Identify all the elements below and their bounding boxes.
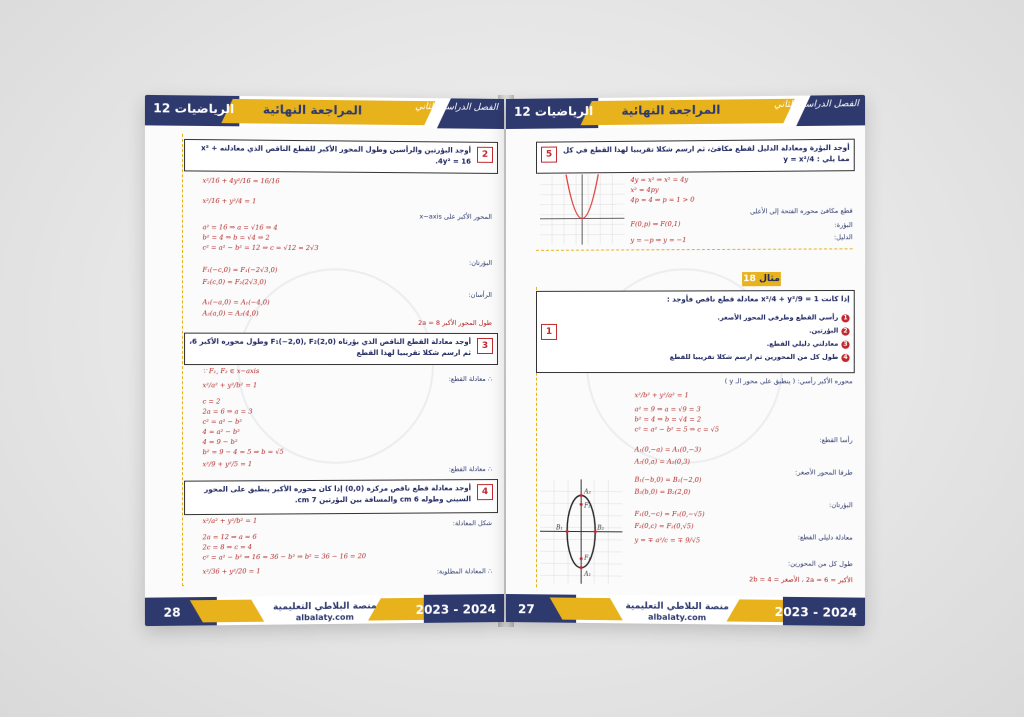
solution-line: x²/16 + 4y²/16 = 16/16 [202, 176, 280, 186]
solution-line: y = −p ⇒ y = −1 [630, 236, 687, 245]
solution-label: محوره الأكبر رأسي: ( ينطبق على محور الـ y ) [724, 377, 853, 386]
solution-line: c² = a² − b² ⇒ 16 = 36 − b² ⇒ b² = 36 − 16 = 20 [202, 552, 366, 562]
vertex-label: A₂ [584, 488, 591, 496]
solution-line: 4 = a² − b² [202, 427, 240, 436]
page-title: المراجعة النهائية [621, 102, 721, 118]
solution-line: b² = 4 ⇒ b = √4 = 2 [634, 415, 702, 424]
solution-line: c = 2 [202, 397, 221, 406]
solution-label: البؤرتان: [829, 500, 853, 510]
solution-label: البؤرتان: [468, 258, 493, 267]
solution-line: F₁(−c,0) = F₁(−2√3,0) [202, 265, 278, 275]
page-number: 28 [163, 605, 181, 620]
page-footer [145, 594, 504, 626]
solution-label: معادلة دليلي القطع: [797, 533, 853, 542]
focus-label: F₂ [584, 502, 591, 510]
solution-line: F₂(c,0) = F₂(2√3,0) [202, 277, 267, 287]
solution-label: ∴ معادلة القطع: [448, 375, 493, 384]
subject-title: الرياضيات 12 [153, 101, 235, 117]
solution-line: A₂(0,a) = A₂(0,3) [634, 457, 690, 466]
site-url: albalaty.com [648, 612, 707, 623]
solution-line: 2a = 6 ⇒ a = 3 [202, 407, 253, 416]
solution-label: المحور الأكبر على x−axis [419, 212, 493, 221]
semester-logo: الفصل الدراسي الثاني [415, 101, 499, 113]
semester-logo: الفصل الدراسي الثاني [774, 99, 859, 111]
school-year: 2023 - 2024 [774, 604, 857, 620]
question-box-3 [184, 333, 498, 365]
solution-line: B₁(−b,0) = B₁(−2,0) [634, 475, 702, 485]
question-number: 2 [477, 147, 493, 163]
example-number: 1 [541, 324, 557, 340]
solution-line: F₂(0,c) = F₂(0,√5) [634, 521, 694, 531]
solution-line: 4 = 9 − b² [202, 437, 238, 447]
question-box-5 [536, 139, 855, 174]
covertex-label: B₁ [556, 524, 563, 532]
question-number: 5 [541, 147, 557, 163]
solution-line: A₁(−a,0) = A₁(−4,0) [202, 298, 270, 307]
example-text: إذا كانت x²/4 + y²/9 = 1 معادلة قطع ناقص فأوجد : [666, 295, 850, 304]
platform-name: منصة البلاطي التعليمية [272, 601, 377, 613]
solution-line: x²/9 + y²/5 = 1 [202, 460, 253, 469]
solution-line: b² = 4 ⇒ b = √4 ⇒ 2 [202, 233, 270, 242]
solution-line: B₂(b,0) = B₂(2,0) [634, 487, 691, 497]
site-url: albalaty.com [295, 612, 354, 623]
question-text: أوجد معادلة قطع ناقص مركزه (0,0) إذا كان محوره الأكبر ينطبق على المحور السيني وطوله 6 cm والمسافة بين البؤرتين 7 cm. [204, 484, 471, 505]
solution-label: الأكبر = 2a = 6 ، الأصغر = 2b = 4 [749, 575, 853, 585]
solution-line: F₁(0,−c) = F₁(0,−√5) [634, 509, 705, 519]
solution-line: y = ∓ a²/c = ∓ 9/√5 [634, 535, 701, 545]
solution-line: 4p = 4 ⇒ p = 1 > 0 [630, 195, 695, 205]
watermark-logo [237, 268, 434, 464]
platform-name: منصة البلاطي التعليمية [625, 601, 729, 613]
solution-line: a² = 16 ⇒ a = √16 ⇒ 4 [202, 223, 278, 232]
left-page [145, 95, 504, 626]
page-header [145, 95, 504, 129]
task-item: 4طول كل من المحورين ثم ارسم شكلا تقريبيا للقطع [669, 352, 848, 362]
solution-label: ∴ معادلة القطع: [448, 465, 493, 474]
page-number: 27 [517, 602, 535, 617]
page-footer [506, 594, 865, 626]
solution-line: x²/16 + y²/4 = 1 [202, 196, 257, 206]
solution-line: 4y = x² ⇒ x² = 4y [630, 175, 689, 185]
solution-line: ∵ F₁, F₂ ∈ x−axis [202, 367, 260, 376]
right-page [506, 95, 865, 626]
solution-line: x²/a² + y²/b² = 1 [202, 516, 258, 526]
solution-line: A₂(a,0) = A₂(4,0) [202, 309, 259, 318]
solution-label: ∴ المعادلة المطلوبة: [436, 567, 493, 576]
task-item: 3معادلتي دليلي القطع. [766, 339, 848, 348]
solution-line: x² = 4py [630, 185, 659, 195]
solution-line: 2c = 8 ⇒ c = 4 [202, 542, 253, 552]
solution-label: قطع مكافئ محوره الفتحة إلى الأعلى [749, 206, 853, 216]
question-number: 3 [477, 338, 493, 354]
question-text: أوجد معادلة القطع الناقص الذي بؤرتاه F₁(−2,0), F₂(2,0) وطول محوره الأكبر 6، ثم ارسم شكلا تقريبيا لهذا القطع [189, 337, 471, 357]
solution-label: رأسا القطع: [819, 436, 853, 445]
covertex-label: B₂ [597, 524, 605, 532]
solution-line: F(0,p) ⇒ F(0,1) [630, 219, 681, 229]
solution-line: A₁(0,−a) = A₁(0,−3) [634, 445, 702, 454]
solution-label: طرفا المحور الأصغر: [795, 468, 853, 477]
school-year: 2023 - 2024 [415, 602, 497, 617]
solution-line: x²/a² + y²/b² = 1 [202, 381, 258, 390]
page-title: المراجعة النهائية [262, 102, 363, 118]
solution-line: c² = a² − b² = 12 ⇒ c = √12 = 2√3 [202, 243, 319, 253]
question-text: أوجد البؤرة ومعادلة الدليل لقطع مكافئ، ثم ارسم شكلا تقريبيا لهذا القطع في كل مما يلي : y = x²/4 [563, 143, 850, 164]
solution-label: الرأسان: [468, 290, 493, 299]
solution-label: الدليل: [833, 233, 853, 242]
solution-line: 2a = 12 ⇒ a = 6 [202, 532, 257, 542]
solution-label: طول كل من المحورين: [787, 559, 853, 569]
example-box-1 [536, 290, 855, 373]
question-box-2 [184, 139, 498, 174]
task-item: 1رأسي القطع وطرفي المحور الأصغر. [717, 313, 848, 322]
question-number: 4 [477, 484, 493, 500]
focus-label: F₁ [584, 554, 591, 562]
example-badge: مثال 18 [742, 272, 781, 286]
question-box-4 [184, 479, 498, 515]
ellipse-graph [540, 479, 622, 584]
solution-line: c² = a² − b² = 5 ⇒ c = √5 [634, 425, 720, 434]
solution-label: شكل المعادلة: [452, 519, 493, 528]
solution-label: طول المحور الأكبر 8 = 2a [418, 318, 493, 327]
page-header [506, 95, 865, 129]
solution-line: x²/36 + y²/20 = 1 [202, 567, 261, 576]
parabola-graph [540, 174, 624, 245]
task-item: 2البؤرتين. [808, 326, 848, 335]
solution-line: x²/b² + y²/a² = 1 [634, 391, 689, 400]
vertex-label: A₁ [584, 570, 591, 578]
solution-line: a² = 9 ⇒ a = √9 = 3 [634, 405, 701, 414]
solution-line: b² = 9 − 4 = 5 ⇒ b = √5 [202, 447, 284, 457]
question-text: أوجد البؤرتين والرأسين وطول المحور الأكبر للقطع الناقص الذي معادلته x² + 4y² = 16. [201, 144, 471, 166]
solution-line: c² = a² − b² [202, 417, 243, 426]
dashed-border [536, 247, 853, 251]
subject-title: الرياضيات 12 [513, 104, 594, 119]
solution-label: البؤرة: [834, 220, 853, 230]
